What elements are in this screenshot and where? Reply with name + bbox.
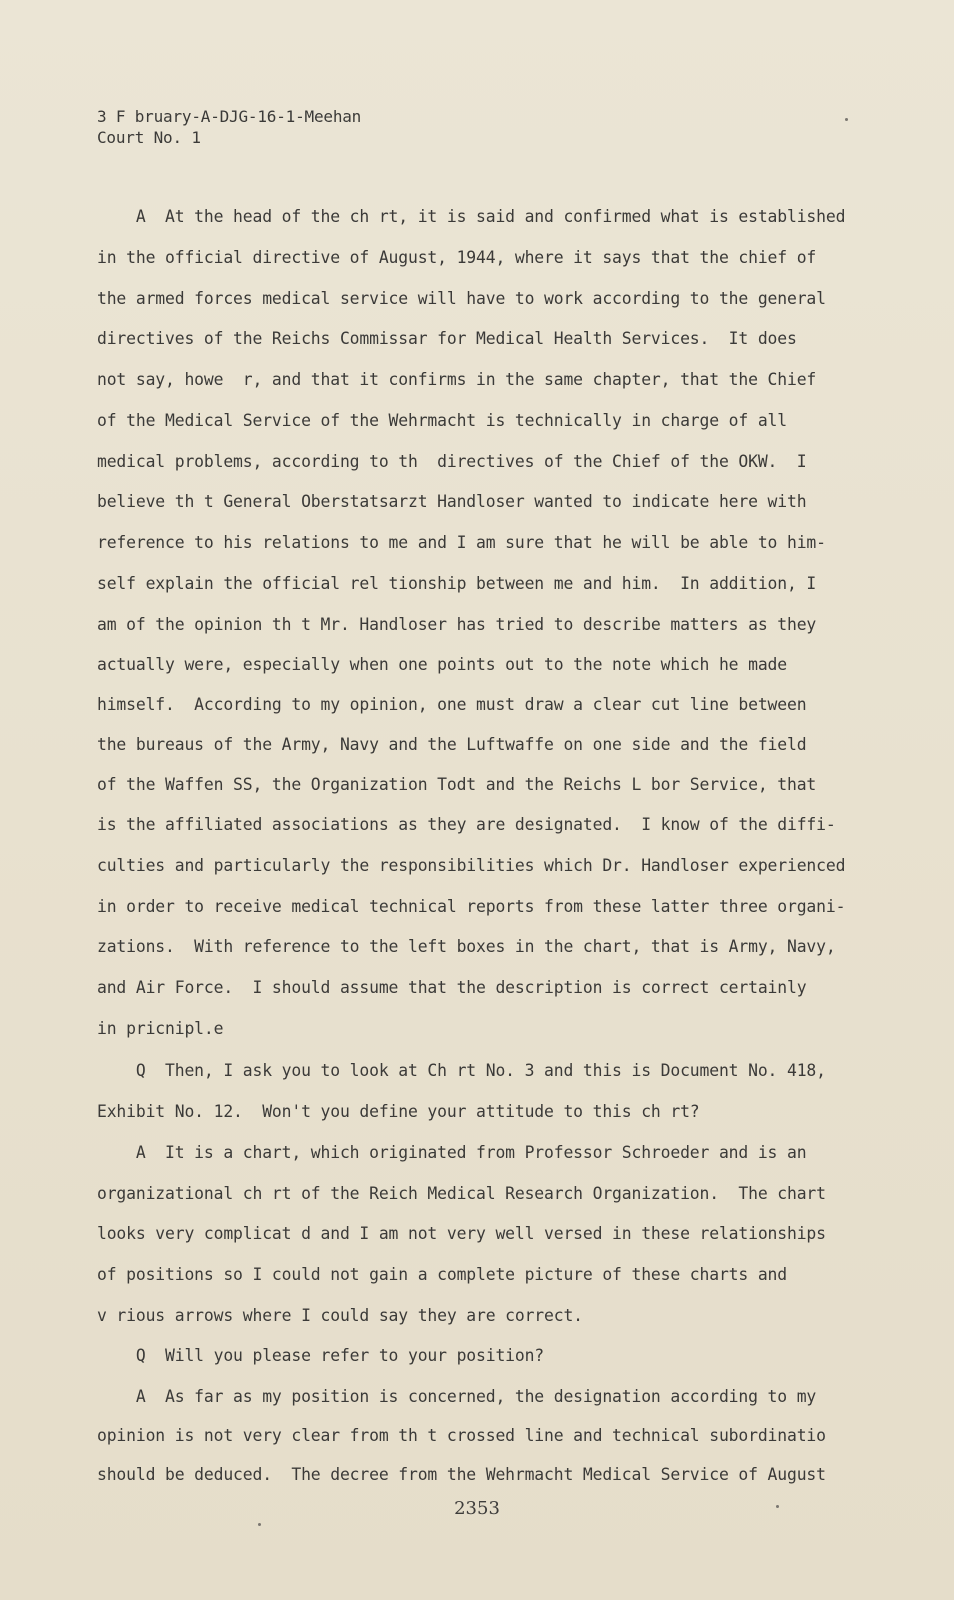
text-line: the armed forces medical service will have to work according to the general [97, 289, 826, 308]
text-line: medical problems, according to th directives of the Chief of the OKW. I [97, 452, 807, 471]
text-line: Exhibit No. 12. Won't you define your attitude to this ch rt? [97, 1102, 700, 1121]
text-line: of the Medical Service of the Wehrmacht is technically in charge of all [97, 411, 787, 430]
text-line: A As far as my position is concerned, the designation according to my [97, 1387, 817, 1406]
text-line: believe th t General Oberstatsarzt Handloser wanted to indicate here with [97, 492, 807, 511]
text-line: zations. With reference to the left boxes in the chart, that is Army, Navy, [97, 937, 836, 956]
text-line: reference to his relations to me and I am sure that he will be able to him- [97, 533, 826, 552]
text-line: culties and particularly the responsibilities which Dr. Handloser experienced [97, 856, 846, 875]
text-line: in pricnipl.e [97, 1019, 224, 1038]
text-line: actually were, especially when one points out to the note which he made [97, 655, 787, 674]
text-line: in the official directive of August, 1944, where it says that the chief of [97, 248, 817, 267]
text-line: is the affiliated associations as they are designated. I know of the diffi- [97, 815, 836, 834]
text-line: A It is a chart, which originated from Professor Schroeder and is an [97, 1143, 807, 1162]
text-line: the bureaus of the Army, Navy and the Luftwaffe on one side and the field [97, 735, 807, 754]
text-line: organizational ch rt of the Reich Medical Research Organization. The chart [97, 1184, 826, 1203]
text-line: self explain the official rel tionship between me and him. In addition, I [97, 574, 817, 593]
text-line: A At the head of the ch rt, it is said and confirmed what is established [97, 207, 846, 226]
text-line: himself. According to my opinion, one must draw a clear cut line between [97, 695, 807, 714]
page-header [97, 106, 361, 148]
text-line: should be deduced. The decree from the Wehrmacht Medical Service of August [97, 1465, 826, 1484]
text-line: Q Then, I ask you to look at Ch rt No. 3 and this is Document No. 418, [97, 1061, 826, 1080]
text-line: am of the opinion th t Mr. Handloser has tried to describe matters as they [97, 615, 817, 634]
header-court: Court No. 1 [97, 128, 201, 147]
text-line: of the Waffen SS, the Organization Todt and the Reichs L bor Service, that [97, 775, 817, 794]
text-line: Q Will you please refer to your position? [97, 1346, 545, 1365]
speck [258, 1523, 261, 1526]
text-line: in order to receive medical technical reports from these latter three organi- [97, 897, 846, 916]
text-line: opinion is not very clear from th t crossed line and technical subordinatio [97, 1426, 826, 1445]
text-line: looks very complicat d and I am not very well versed in these relationships [97, 1224, 826, 1243]
speck [776, 1505, 779, 1508]
speck [845, 118, 848, 121]
text-line: not say, howe r, and that it confirms in the same chapter, that the Chief [97, 370, 817, 389]
text-line: and Air Force. I should assume that the description is correct certainly [97, 978, 807, 997]
text-line: of positions so I could not gain a complete picture of these charts and [97, 1265, 787, 1284]
text-line: directives of the Reichs Commissar for Medical Health Services. It does [97, 329, 797, 348]
text-line: v rious arrows where I could say they are correct. [97, 1306, 583, 1325]
header-reference: 3 F bruary-A-DJG-16-1-Meehan [97, 107, 362, 126]
page-number: 2353 [454, 1498, 500, 1519]
